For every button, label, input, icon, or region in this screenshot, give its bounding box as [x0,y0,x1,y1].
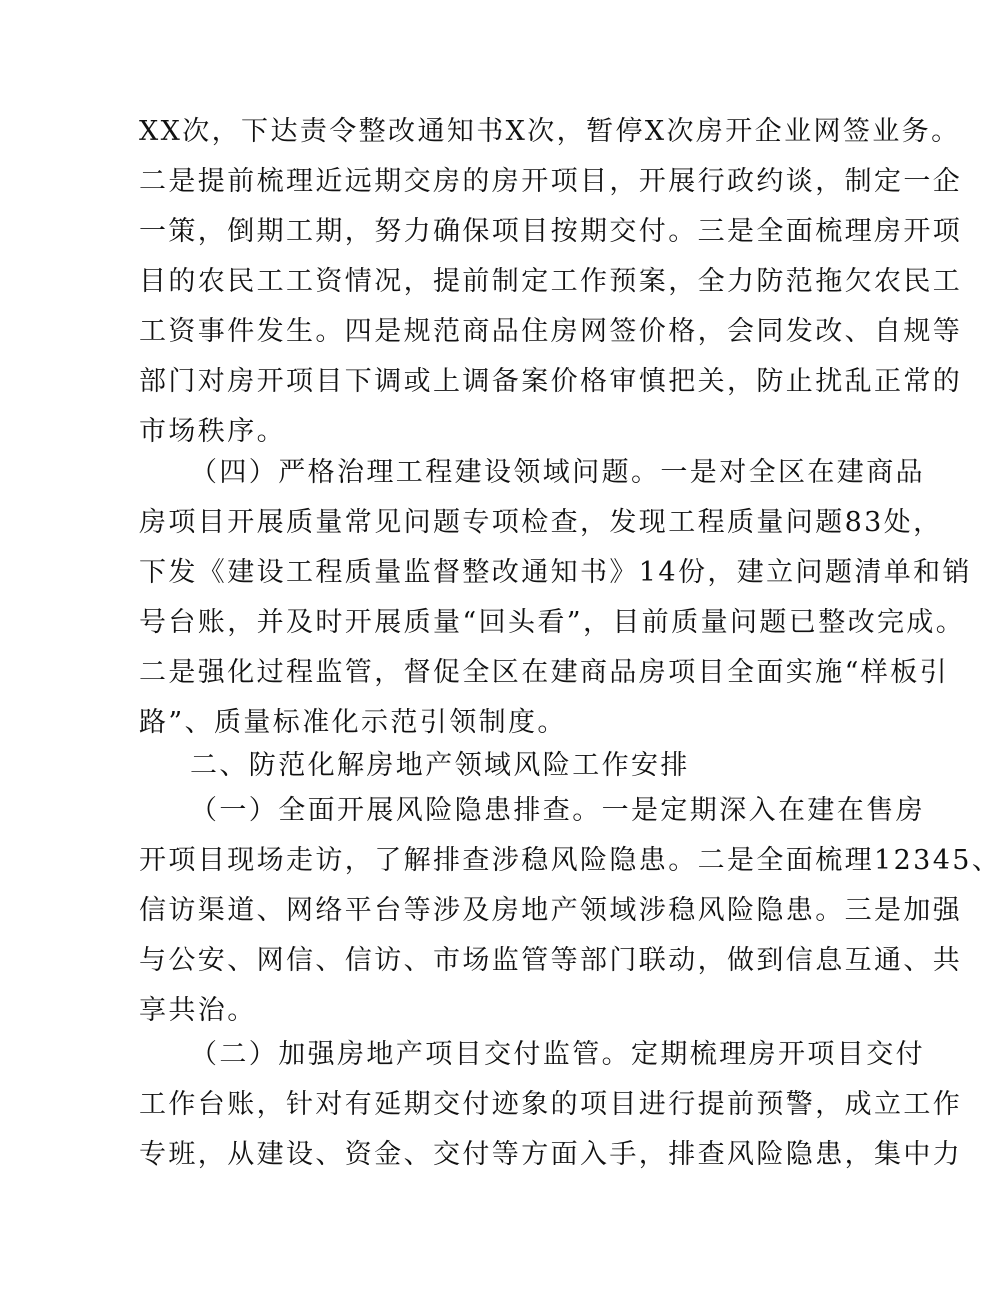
paragraph-start-line: （二）加强房地产项目交付监管。定期梳理房开项目交付 [190,1039,925,1070]
paragraph-start-line: （一）全面开展风险隐患排查。一是定期深入在建在售房 [190,795,925,826]
body-text-line: 部门对房开项目下调或上调备案价格审慎把关，防止扰乱正常的 [139,366,963,397]
body-text-line: 信访渠道、网络平台等涉及房地产领域涉稳风险隐患。三是加强 [139,895,963,926]
body-text-line: 工资事件发生。四是规范商品住房网签价格，会同发改、自规等 [139,316,963,347]
body-text-line: 工作台账，针对有延期交付迹象的项目进行提前预警，成立工作 [139,1089,963,1120]
body-text-line: 二是提前梳理近远期交房的房开项目，开展行政约谈，制定一企 [139,166,963,197]
body-text-line: 与公安、网信、信访、市场监管等部门联动，做到信息互通、共 [139,945,963,976]
body-text-line: 专班，从建设、资金、交付等方面入手，排查风险隐患，集中力 [139,1139,963,1170]
body-text-line: 号台账，并及时开展质量“回头看”，目前质量问题已整改完成。 [139,607,966,638]
body-text-line: 享共治。 [139,995,257,1026]
paragraph-start-line: （四）严格治理工程建设领域问题。一是对全区在建商品 [190,457,925,488]
body-text-line: XX次，下达责令整改通知书X次，暂停X次房开企业网签业务。 [139,116,961,147]
body-text-line: 路”、质量标准化示范引领制度。 [139,707,567,738]
section-heading: 二、防范化解房地产领域风险工作安排 [190,750,690,781]
body-text-line: 目的农民工工资情况，提前制定工作预案，全力防范拖欠农民工 [139,266,963,297]
body-text-line: 一策，倒期工期，努力确保项目按期交付。三是全面梳理房开项 [139,216,963,247]
body-text-line: 房项目开展质量常见问题专项检查，发现工程质量问题83处， [139,507,943,538]
body-text-line: 市场秩序。 [139,416,286,447]
body-text-line: 下发《建设工程质量监督整改通知书》14份，建立问题清单和销 [139,557,972,588]
body-text-line: 开项目现场走访，了解排查涉稳风险隐患。二是全面梳理12345、 [139,845,1001,876]
body-text-line: 二是强化过程监管，督促全区在建商品房项目全面实施“样板引 [139,657,950,688]
